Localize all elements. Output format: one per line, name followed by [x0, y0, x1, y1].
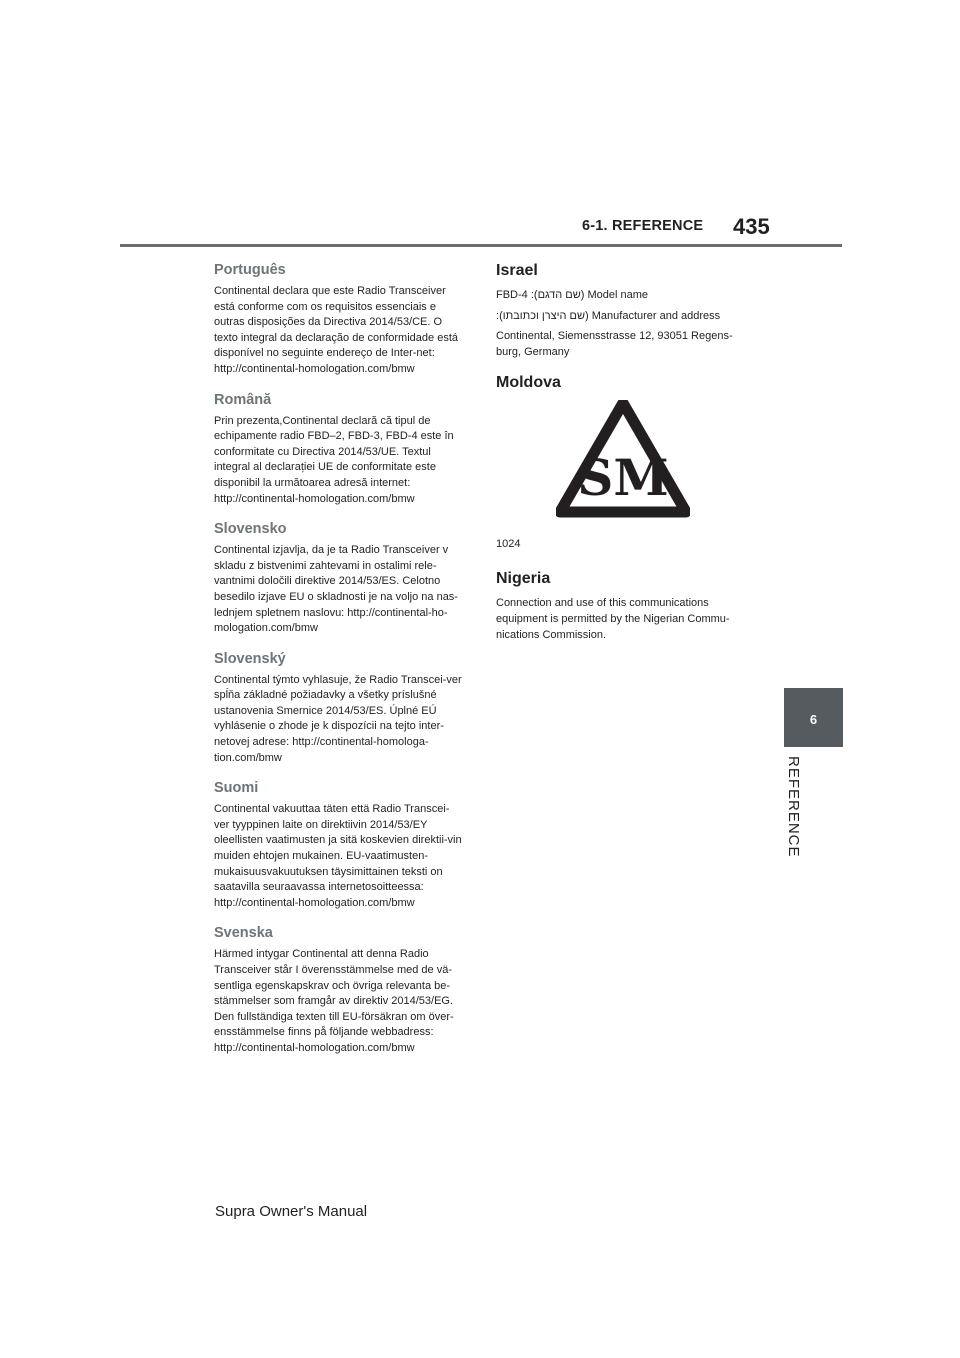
chapter-tab-number: 6 [809, 712, 818, 727]
language-title: Svenska [214, 925, 273, 942]
language-body: Continental vakuuttaa täten että Radio Transcei-ver tyyppinen laite on direktiivin 2014/53/EY oleellisten vaatimusten ja sitä koskevien direktii-vin muiden ehtojen mukainen. EU-vaatimusten-mukaisuusvakuutuksen täysimittainen teksti on saatavilla seuraavassa internetosoitteessa: http://continental-homologation.com/bmw [214, 803, 462, 909]
nigeria-body: Connection and use of this communications equipment is permitted by the Nigerian Commu-nications Commission. [496, 597, 730, 641]
manufacturer-label: Manufacturer and address [591, 309, 721, 322]
sm-conformity-mark-icon [556, 400, 690, 522]
language-body: Continental izjavlja, da je ta Radio Transceiver v skladu z bistvenimi zahtevami in ostalimi rele-vantnimi določili direktive 2014/53/ES. Celotno besedilo izjave EU o skladnosti je na voljo na nas-lednjem spletnem naslovu: http://continental-ho-mologation.com/bmw [214, 544, 458, 635]
israel-model-line [496, 288, 756, 304]
country-title: Moldova [496, 374, 561, 392]
language-title: Suomi [214, 780, 259, 797]
model-value: FBD-4 : [496, 289, 534, 301]
language-body: Prin prezenta,Continental declară că tipul de echipamente radio FBD–2, FBD-3, FBD-4 este în conformitate cu Directiva 2014/53/UE. Textul integral al declarației UE de conformitate este disponibil la următoarea adresă internet: http://continental-homologation.com/bmw [214, 414, 454, 505]
page-number: 435 [733, 214, 770, 239]
model-hebrew: (שם הדגם) [533, 289, 585, 301]
chapter-tab [784, 688, 843, 747]
country-title: Nigeria [496, 570, 551, 588]
language-body: Continental týmto vyhlasuje, že Radio Transcei-ver spĺňa základné požiadavky a všetky príslušné ustanovenia Smernice 2014/53/ES. Úplné EÚ vyhlásenie o zhode je k dispozícii na tejto inter-netovej adrese: http://continental-homologa-tion.com/bmw [214, 673, 462, 764]
manufacturer-hebrew: (שם היצרן וכתובתו) [499, 309, 589, 322]
section-portugues [214, 262, 464, 378]
mark-code: 1024 [496, 538, 521, 551]
israel-manufacturer-line [496, 309, 756, 325]
footer-manual-title: Supra Owner's Manual [215, 1203, 368, 1220]
chapter-title-text: REFERENCE [785, 756, 802, 858]
section-moldova [496, 374, 756, 550]
language-body: Continental declara que este Radio Transceiver está conforme com os requisitos essenciais e outras disposições da Directiva 2014/53/CE. O texto integral da declaração de conformidade está disponível no seguinte endereço de Inter-net: http://continental-homologation.com/bmw [214, 285, 458, 375]
country-title: Israel [496, 262, 538, 279]
section-romana [214, 392, 464, 508]
right-column [496, 262, 756, 657]
language-title: Português [214, 262, 286, 278]
language-title: Slovensko [214, 521, 287, 538]
header-rule [120, 244, 842, 247]
chapter-title-vertical [772, 756, 852, 864]
manufacturer-prefix: : [496, 309, 500, 322]
section-label: 6-1. REFERENCE [582, 218, 704, 234]
section-svenska [214, 925, 464, 1056]
section-israel [496, 262, 756, 360]
language-title: Română [214, 391, 272, 408]
language-title: Slovenský [214, 650, 286, 667]
section-slovensky [214, 651, 464, 767]
language-body: Härmed intygar Continental att denna Radio Transceiver står I överensstämmelse med de vä-sentliga egenskapskrav och övriga relevanta be-stämmelser som framgår av direktiv 2014/53/EG. Den fullständiga texten till EU-försäkran om över-ensstämmelse finns på följande webbadress: http://continental-homologation.com/bmw [214, 948, 454, 1054]
page-header [0, 0, 960, 250]
section-suomi [214, 780, 464, 911]
israel-address: Continental, Siemensstrasse 12, 93051 Regens-burg, Germany [496, 330, 733, 358]
model-label: Model name [587, 289, 649, 301]
section-slovensko [214, 521, 464, 637]
sm-mark-letters: SM [577, 448, 669, 508]
left-column [214, 262, 464, 1071]
section-nigeria [496, 570, 756, 643]
